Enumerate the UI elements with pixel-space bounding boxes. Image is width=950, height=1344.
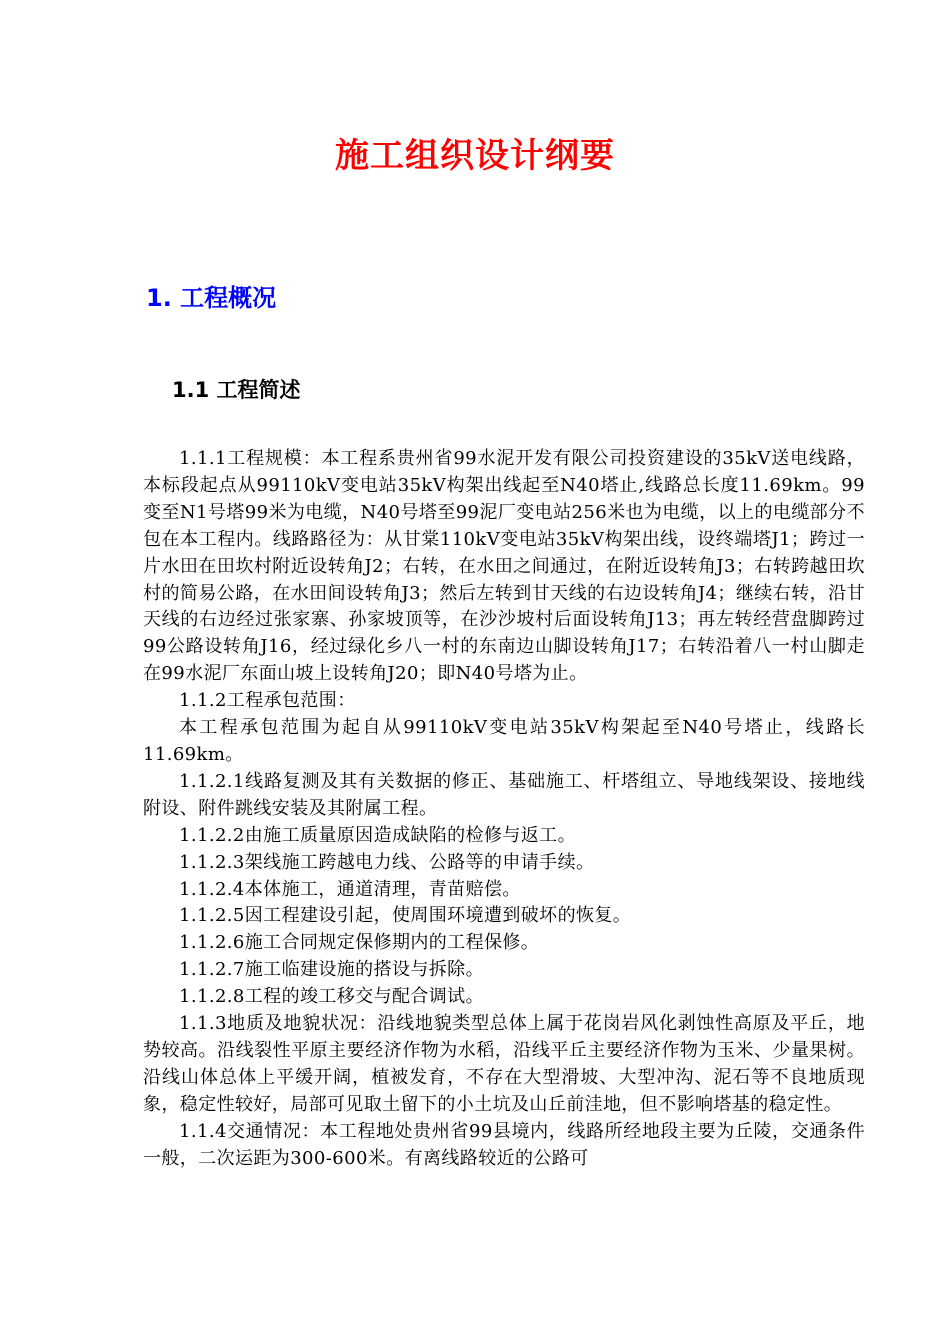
- paragraph-scope-heading: 1.1.2工程承包范围：: [179, 690, 356, 712]
- paragraph-scope-item: 1.1.2.5因工程建设引起，使周围环境遭到破坏的恢复。: [179, 905, 632, 927]
- paragraph-scale: 1.1.1工程规模：本工程系贵州省99水泥开发有限公司投资建设的35kV送电线路，本标段起点从99110kV变电站35kV构架出线起至N40塔止,线路总长度11.69km。99变至N1号塔99米为电缆，N40号塔至99泥厂变电站256米也为电缆，以上的电缆部分不包在本工程内。线路路径为：从甘棠110kV变电站35kV构架出线，设终端塔J1；跨过一片水田在田坎村附近设转角J2；右转，在水田之间通过，在附近设转角J3；右转跨越田坎村的简易公路，在水田间设转角J3；然后左转到甘天线的右边设转角J4；继续右转，沿甘天线的右边经过张家寨、孙家坡顶等，在沙沙坡村后面设转角J13；再左转经营盘脚跨过99公路设转角J16，经过绿化乡八一村的东南边山脚设转角J17；右转沿着八一村山脚走在99水泥厂东面山坡上设转角J20；即N40号塔为止。: [143, 448, 865, 685]
- paragraph-scope-item: 1.1.2.8工程的竣工移交与配合调试。: [179, 986, 484, 1008]
- paragraph-scope-item: 1.1.2.2由施工质量原因造成缺陷的检修与返工。: [179, 824, 576, 846]
- document-title: 施工组织设计纲要: [335, 136, 615, 176]
- paragraph-scope-item: 1.1.2.1线路复测及其有关数据的修正、基础施工、杆塔组立、导地线架设、接地线附设、附件跳线安装及其附属工程。: [143, 770, 865, 819]
- paragraph-scope: 本工程承包范围为起自从99110kV变电站35kV构架起至N40号塔止，线路长11.69km。: [143, 717, 865, 765]
- paragraph-scope-item: 1.1.2.4本体施工，通道清理，青苗赔偿。: [179, 878, 521, 900]
- body-text: [143, 446, 865, 1172]
- section-heading: 1. 工程概况: [146, 284, 277, 312]
- paragraph-scope-item: 1.1.2.7施工临建设施的搭设与拆除。: [179, 959, 484, 981]
- subsection-heading: 1.1 工程简述: [172, 378, 301, 402]
- paragraph-traffic: 1.1.4交通情况：本工程地处贵州省99县境内，线路所经地段主要为丘陵，交通条件一般，二次运距为300-600米。有离线路较近的公路可: [143, 1120, 865, 1169]
- paragraph-scope-item: 1.1.2.6施工合同规定保修期内的工程保修。: [179, 932, 540, 954]
- paragraph-scope-item: 1.1.2.3架线施工跨越电力线、公路等的申请手续。: [179, 851, 595, 873]
- paragraph-geology: 1.1.3地质及地貌状况：沿线地貌类型总体上属于花岗岩风化剥蚀性高原及平丘，地势较高。沿线裂性平原主要经济作物为水稻，沿线平丘主要经济作物为玉米、少量果树。沿线山体总体上平缓开阔，植被发育，不存在大型滑坡、大型冲沟、泥石等不良地质现象，稳定性较好，局部可见取土留下的小土坑及山丘前洼地，但不影响塔基的稳定性。: [143, 1013, 865, 1115]
